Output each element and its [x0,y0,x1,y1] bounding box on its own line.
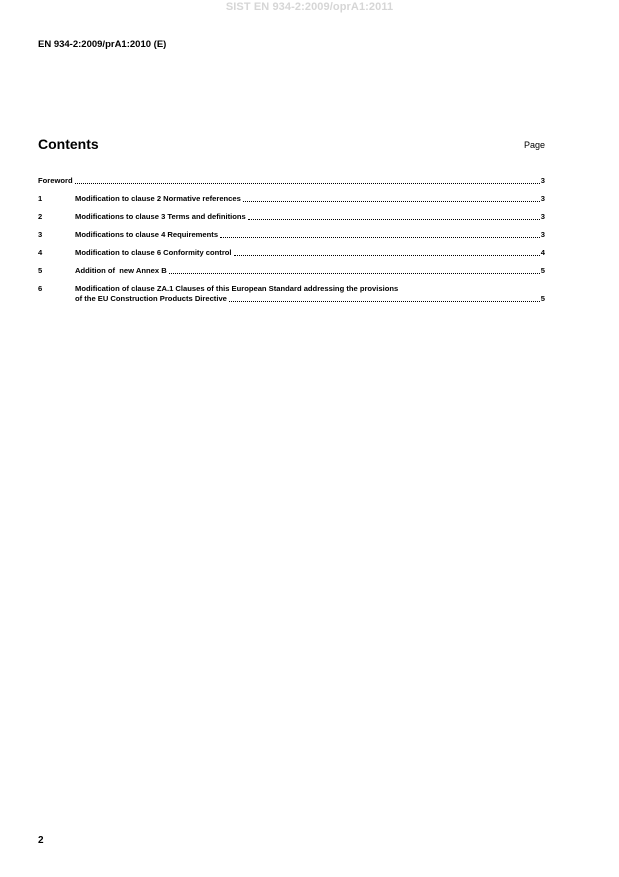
toc-entry-number: 3 [38,230,43,239]
toc-entry-number: 2 [38,212,43,221]
toc-entry-number: 1 [38,194,43,203]
page-number: 2 [38,835,44,846]
toc-entry-page: 5 [540,294,545,303]
toc-entry-5[interactable] [38,266,545,276]
toc-entry-page: 5 [540,266,545,275]
toc-entry-page: 3 [540,230,545,239]
toc-entry-number: 6 [38,284,43,293]
toc-entry-title-continued: of the EU Construction Products Directive [75,294,227,303]
watermark: SIST EN 934-2:2009/oprA1:2011 [225,1,394,13]
toc-entry-4[interactable] [38,248,545,258]
toc-entry-title: Modifications to clause 3 Terms and definitions [75,212,246,221]
toc-entry-title: Foreword [38,176,73,185]
toc-entry-page: 3 [540,212,545,221]
toc-entry-6[interactable] [38,284,545,304]
toc-entry-1[interactable] [38,194,545,204]
toc-entry-page: 3 [540,176,545,185]
toc-entry-title: Modification of clause ZA.1 Clauses of this European Standard addressing the provisions [75,284,399,293]
document-identifier: EN 934-2:2009/prA1:2010 (E) [38,39,167,50]
toc-leader-dots [234,255,540,256]
toc-entry-title: Modification to clause 6 Conformity control [75,248,232,257]
toc-leader-dots [220,237,540,238]
toc-entry-title: Addition of new Annex B [75,266,167,275]
toc-entry-foreword[interactable] [38,176,545,186]
toc-leader-dots [169,273,540,274]
toc-entry-3[interactable] [38,230,545,240]
toc-entry-title: Modification to clause 2 Normative references [75,194,241,203]
toc-entry-title: Modifications to clause 4 Requirements [75,230,219,239]
toc-leader-dots [243,201,540,202]
toc-entry-number: 5 [38,266,43,275]
table-of-contents [38,176,545,312]
toc-entry-number: 4 [38,248,43,257]
toc-leader-dots [229,301,540,302]
contents-heading: Contents [38,136,99,152]
toc-leader-dots [75,183,540,184]
toc-entry-page: 4 [540,248,545,257]
toc-leader-dots [248,219,540,220]
toc-entry-2[interactable] [38,212,545,222]
page-column-label: Page [523,140,545,150]
toc-entry-page: 3 [540,194,545,203]
